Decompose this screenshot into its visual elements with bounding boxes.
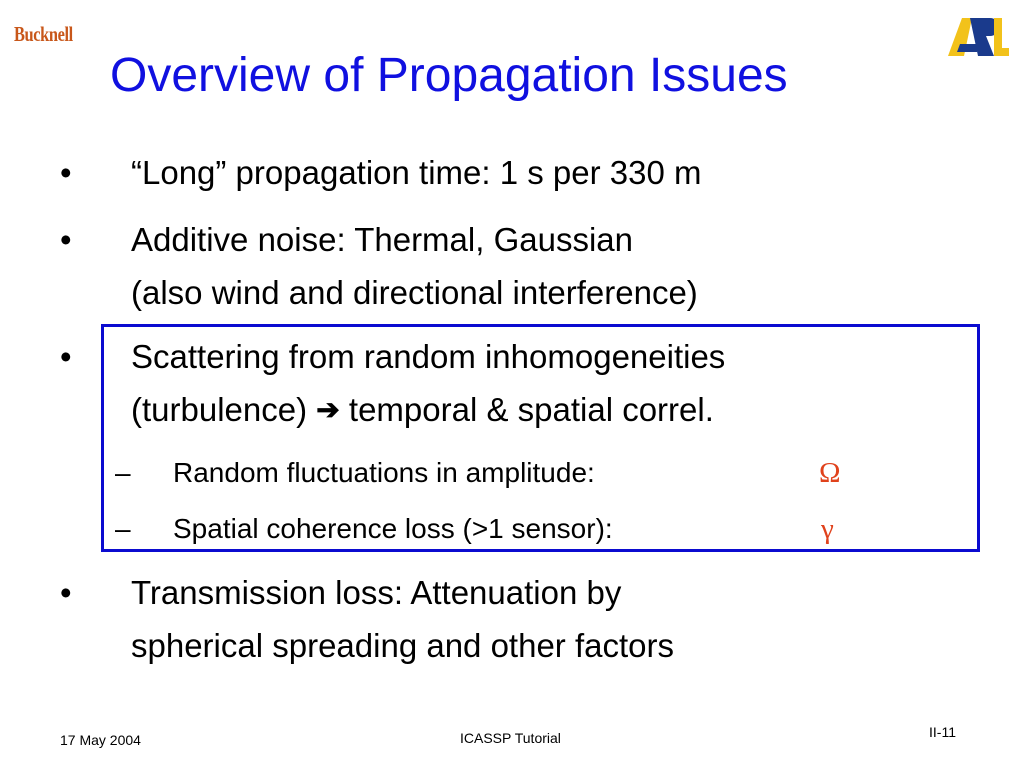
omega-symbol: Ω — [819, 457, 841, 489]
slide-title: Overview of Propagation Issues — [110, 49, 788, 102]
bullet-mark: • — [60, 574, 72, 611]
footer-title: ICASSP Tutorial — [460, 730, 561, 746]
gamma-symbol: γ — [821, 513, 834, 545]
sub-bullet-mark: – — [115, 513, 131, 544]
bullet-mark: • — [60, 154, 72, 191]
page-number: II-11 — [929, 724, 956, 740]
sub-bullet-text: Random fluctuations in amplitude: — [173, 457, 595, 488]
bullet-text: spherical spreading and other factors — [131, 627, 674, 664]
bullet-text: Scattering from random inhomogeneities — [131, 338, 726, 375]
bullet-text: Transmission loss: Attenuation by — [131, 574, 622, 611]
bullet-text: (also wind and directional interference) — [131, 274, 698, 311]
bullet-text: (turbulence) — [131, 391, 308, 428]
footer-date: 17 May 2004 — [60, 732, 141, 748]
bullet-text: Additive noise: Thermal, Gaussian — [131, 221, 633, 258]
sub-bullet-mark: – — [115, 457, 131, 488]
arl-logo — [946, 14, 1010, 58]
right-arrow-icon: ➔ — [316, 394, 340, 425]
bullet-mark: • — [60, 338, 72, 375]
sub-bullet-text: Spatial coherence loss (>1 sensor): — [173, 513, 613, 544]
bullet-text: “Long” propagation time: 1 s per 330 m — [131, 154, 702, 191]
bullet-text: temporal & spatial correl. — [348, 391, 714, 428]
bucknell-logo: Bucknell — [14, 22, 73, 46]
bullet-mark: • — [60, 221, 72, 258]
